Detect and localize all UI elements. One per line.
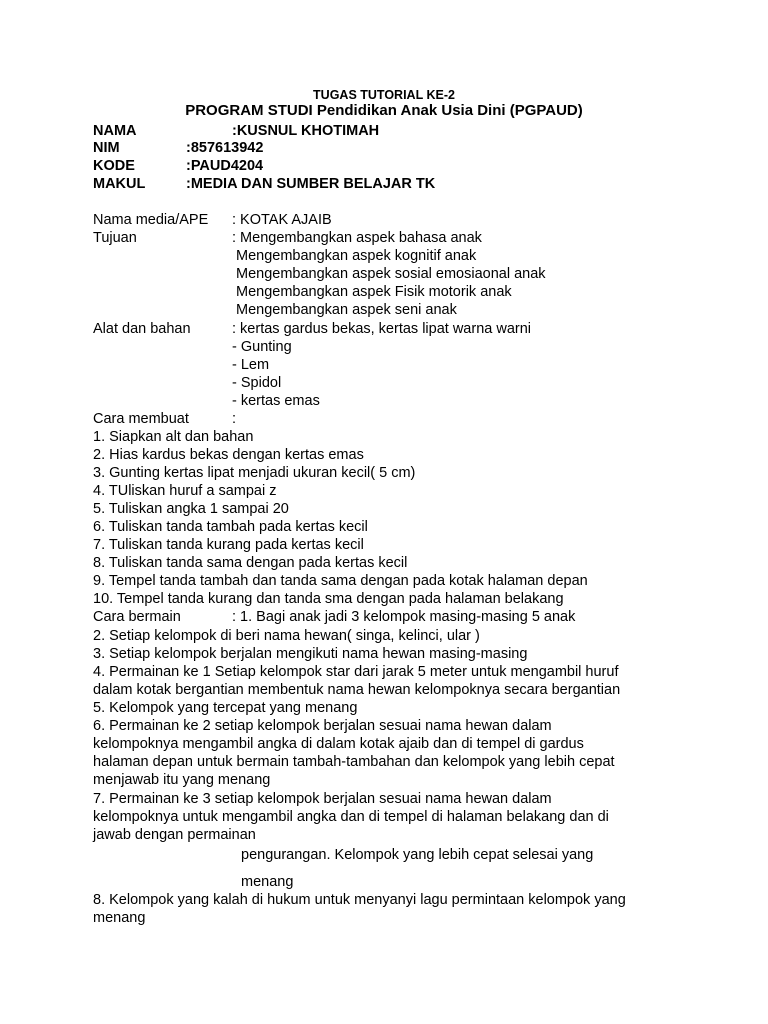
tujuan-item: : Mengembangkan aspek bahasa anak [232, 230, 482, 246]
bermain-line: menjawab itu yang menang [93, 772, 271, 788]
cara-membuat-colon: : [232, 411, 237, 427]
membuat-step: 2. Hias kardus bekas dengan kertas emas [93, 447, 364, 463]
bermain-line: menang [93, 910, 146, 926]
nama-value: :KUSNUL KHOTIMAH [232, 123, 380, 139]
bermain-line: kelompoknya untuk mengambil angka dan di tempel di halaman belakang dan di [93, 809, 609, 825]
bermain-line: 7. Permainan ke 3 setiap kelompok berjalan sesuai nama hewan dalam [93, 791, 552, 807]
cara-bermain-label: Cara bermain [93, 609, 181, 625]
alat-item: : kertas gardus bekas, kertas lipat warna warni [232, 321, 531, 337]
tujuan-item: Mengembangkan aspek Fisik motorik anak [236, 284, 512, 300]
alat-item: - Spidol [232, 375, 282, 391]
bermain-line: 6. Permainan ke 2 setiap kelompok berjalan sesuai nama hewan dalam [93, 718, 552, 734]
membuat-step: 6. Tuliskan tanda tambah pada kertas kecil [93, 519, 368, 535]
bermain-indented-line: menang [241, 874, 294, 890]
bermain-line: 5. Kelompok yang tercepat yang menang [93, 700, 358, 716]
bermain-line: kelompoknya mengambil angka di dalam kotak ajaib dan di tempel di gardus [93, 736, 584, 752]
bermain-line: dalam kotak bergantian membentuk nama hewan kelompoknya secara bergantian [93, 682, 621, 698]
nim-label: NIM [93, 140, 120, 156]
alat-label: Alat dan bahan [93, 321, 191, 337]
tujuan-label: Tujuan [93, 230, 137, 246]
bermain-line: 8. Kelompok yang kalah di hukum untuk menyanyi lagu permintaan kelompok yang [93, 892, 626, 908]
kode-value: :PAUD4204 [186, 158, 264, 174]
bermain-line: 2. Setiap kelompok di beri nama hewan( singa, kelinci, ular ) [93, 628, 480, 644]
makul-label: MAKUL [93, 176, 146, 192]
bermain-indented-line: pengurangan. Kelompok yang lebih cepat selesai yang [241, 847, 594, 863]
membuat-step: 7. Tuliskan tanda kurang pada kertas kecil [93, 537, 364, 553]
nama-media-value: : KOTAK AJAIB [232, 212, 332, 228]
bermain-step: : 1. Bagi anak jadi 3 kelompok masing-masing 5 anak [232, 609, 576, 625]
program-title: PROGRAM STUDI Pendidikan Anak Usia Dini (PGPAUD) [185, 102, 583, 119]
membuat-step: 1. Siapkan alt dan bahan [93, 429, 254, 445]
membuat-step: 3. Gunting kertas lipat menjadi ukuran kecil( 5 cm) [93, 465, 416, 481]
tujuan-item: Mengembangkan aspek sosial emosiaonal anak [236, 266, 546, 282]
tujuan-item: Mengembangkan aspek seni anak [236, 302, 457, 318]
document-title: TUGAS TUTORIAL KE-2 [313, 88, 455, 102]
membuat-step: 4. TUliskan huruf a sampai z [93, 483, 277, 499]
membuat-step: 10. Tempel tanda kurang dan tanda sma dengan pada halaman belakang [93, 591, 564, 607]
kode-label: KODE [93, 158, 135, 174]
nama-label: NAMA [93, 123, 137, 139]
bermain-line: jawab dengan permainan [93, 827, 256, 843]
alat-item: - Gunting [232, 339, 292, 355]
nim-value: :857613942 [186, 140, 264, 156]
membuat-step: 8. Tuliskan tanda sama dengan pada kertas kecil [93, 555, 408, 571]
alat-item: - Lem [232, 357, 270, 373]
alat-item: - kertas emas [232, 393, 320, 409]
membuat-step: 9. Tempel tanda tambah dan tanda sama dengan pada kotak halaman depan [93, 573, 588, 589]
bermain-line: halaman depan untuk bermain tambah-tambahan dan kelompok yang lebih cepat [93, 754, 615, 770]
bermain-line: 3. Setiap kelompok berjalan mengikuti nama hewan masing-masing [93, 646, 528, 662]
bermain-line: 4. Permainan ke 1 Setiap kelompok star dari jarak 5 meter untuk mengambil huruf [93, 664, 619, 680]
membuat-step: 5. Tuliskan angka 1 sampai 20 [93, 501, 289, 517]
makul-value: :MEDIA DAN SUMBER BELAJAR TK [186, 176, 436, 192]
nama-media-label: Nama media/APE [93, 212, 209, 228]
cara-membuat-label: Cara membuat [93, 411, 189, 427]
tujuan-item: Mengembangkan aspek kognitif anak [236, 248, 477, 264]
